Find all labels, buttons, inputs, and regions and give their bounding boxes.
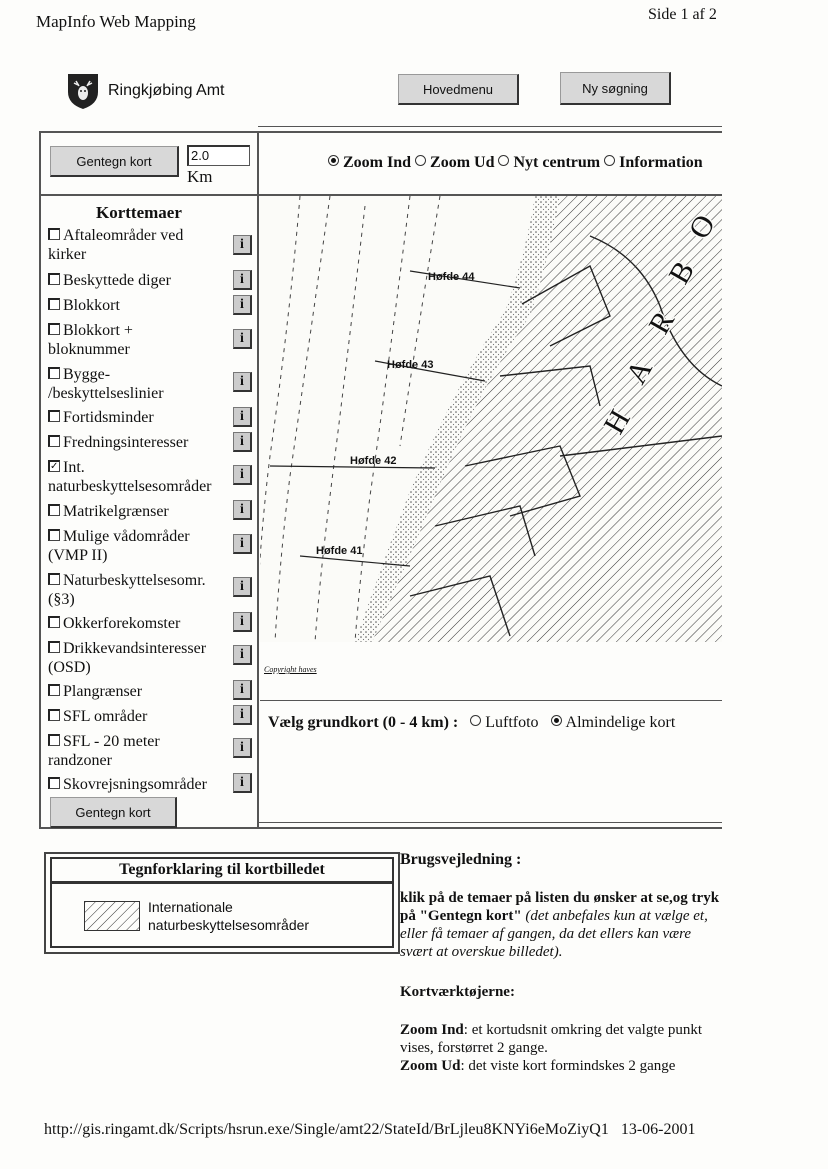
help-zoom-out-term: Zoom Ud: [400, 1058, 461, 1074]
frame-map-bottom-line: [260, 700, 722, 701]
help-instructions: [400, 889, 722, 961]
info-icon[interactable]: i: [233, 465, 252, 485]
map-tool-selector: [328, 154, 722, 172]
map-area-letter: A: [619, 354, 659, 390]
basemap-option-photo-label: Luftfoto: [485, 714, 539, 731]
help-zoom-out-desc: : det viste kort formindskes 2 gange: [460, 1058, 676, 1074]
legend-text-1: Internationale: [148, 899, 233, 915]
help-title: Brugsvejledning :: [400, 851, 522, 868]
theme-label: Matrikelgrænser: [63, 503, 169, 520]
theme-item[interactable]: [48, 639, 258, 677]
legend-text-2: naturbeskyttelsesområder: [148, 917, 310, 933]
legend-text: [148, 898, 309, 934]
app-title: MapInfo Web Mapping: [36, 12, 196, 31]
basemap-option-photo[interactable]: [470, 714, 538, 731]
theme-label: Naturbeskyttelsesomr.: [63, 572, 206, 589]
frame-left-line: [39, 131, 41, 829]
theme-label-cont: (OSD): [48, 659, 91, 676]
frame-bottom-line-2: [258, 822, 722, 823]
theme-item[interactable]: [48, 614, 258, 633]
theme-label-cont: naturbeskyttelsesområder: [48, 478, 212, 495]
tool-information[interactable]: [604, 154, 703, 171]
info-icon[interactable]: i: [233, 270, 252, 290]
brand-name: Ringkjøbing Amt: [108, 82, 225, 99]
tool-zoom-out[interactable]: [415, 154, 494, 171]
checkbox[interactable]: [48, 367, 60, 379]
theme-label: SFL områder: [63, 708, 148, 725]
theme-heading: Korttemaer: [96, 203, 182, 222]
theme-item[interactable]: [48, 458, 258, 496]
theme-label: Blokkort +: [63, 322, 133, 339]
map-area-letter: O: [682, 209, 722, 245]
map-label: Høfde 41: [316, 545, 363, 557]
theme-item[interactable]: [48, 321, 258, 359]
checkbox[interactable]: [48, 641, 60, 653]
checkbox[interactable]: [48, 734, 60, 746]
page-indicator: Side 1 af 2: [648, 6, 717, 23]
theme-label-cont: (§3): [48, 591, 75, 608]
radio-icon: [498, 155, 509, 166]
theme-label: Drikkevandsinteresser: [63, 640, 207, 657]
tool-new-center[interactable]: [498, 154, 600, 171]
info-icon[interactable]: i: [233, 738, 252, 758]
info-icon[interactable]: i: [233, 645, 252, 665]
theme-item[interactable]: [48, 527, 258, 565]
tools-title: Kortværktøjerne:: [400, 984, 515, 1000]
theme-item[interactable]: [48, 775, 258, 794]
theme-label-cont: /beskyttelseslinier: [48, 385, 164, 402]
help-zoom-out: [400, 1057, 722, 1075]
info-icon[interactable]: i: [233, 407, 252, 427]
theme-item[interactable]: [48, 502, 258, 521]
info-icon[interactable]: i: [233, 372, 252, 392]
basemap-label: Vælg grundkort (0 - 4 km) :: [268, 714, 459, 731]
help-zoom-in-desc: : et kortudsnit omkring det valgte punkt vises, forstørret 2 gange.: [400, 1022, 703, 1056]
footer-url-line: [44, 1121, 696, 1139]
info-icon[interactable]: i: [233, 295, 252, 315]
theme-item[interactable]: [48, 226, 258, 264]
hatch-swatch-icon: [84, 901, 140, 931]
theme-label: Mulige vådområder: [63, 528, 190, 545]
map-label: Høfde 43: [387, 359, 434, 371]
radio-icon: [604, 155, 615, 166]
scale-unit-label: Km: [187, 167, 213, 186]
checkbox[interactable]: [48, 504, 60, 516]
legend-title: Tegnforklaring til kortbilledet: [50, 857, 394, 883]
legend-item: [50, 882, 394, 948]
theme-label: Bygge-: [63, 366, 111, 383]
checkbox[interactable]: [48, 228, 60, 240]
help-zoom-in-term: Zoom Ind: [400, 1022, 464, 1038]
info-icon[interactable]: i: [233, 773, 252, 793]
theme-label: Blokkort: [63, 297, 120, 314]
info-icon[interactable]: i: [233, 329, 252, 349]
radio-icon: [328, 155, 339, 166]
info-icon[interactable]: i: [233, 432, 252, 452]
basemap-selector: [268, 714, 675, 732]
map-area-letter: H: [597, 404, 637, 440]
info-icon[interactable]: i: [233, 577, 252, 597]
checkbox[interactable]: [48, 435, 60, 447]
checkbox[interactable]: [48, 529, 60, 541]
theme-label: Okkerforekomster: [63, 615, 181, 632]
theme-label-cont: bloknummer: [48, 341, 130, 358]
checkbox[interactable]: [48, 777, 60, 789]
tool-zoom-in-label: Zoom Ind: [343, 154, 412, 171]
theme-label-cont: (VMP II): [48, 547, 108, 564]
theme-item[interactable]: [48, 732, 258, 770]
theme-item[interactable]: [48, 408, 258, 427]
checkbox-checked[interactable]: [48, 460, 60, 472]
radio-icon: [551, 715, 562, 726]
print-date: 13-06-2001: [620, 1121, 696, 1138]
theme-item[interactable]: [48, 296, 258, 315]
theme-label: Int.: [63, 459, 85, 476]
checkbox[interactable]: [48, 709, 60, 721]
checkbox[interactable]: [48, 684, 60, 696]
checkbox[interactable]: [48, 616, 60, 628]
map-area-letter: R: [642, 305, 682, 340]
redraw-map-button-bottom[interactable]: Gentegn kort: [50, 797, 177, 828]
theme-label: SFL - 20 meter: [63, 733, 160, 750]
theme-item[interactable]: [48, 433, 258, 452]
help-instr-bold: klik på de temaer på listen du ønsker at se,og tryk på "Gentegn kort": [400, 890, 720, 924]
help-zoom-in: [400, 1021, 722, 1057]
legend-box: [44, 852, 400, 954]
redraw-map-button-top[interactable]: Gentegn kort: [50, 146, 179, 177]
theme-label: Aftaleområder ved: [63, 227, 184, 244]
theme-label-cont: randzoner: [48, 752, 112, 769]
info-icon[interactable]: i: [233, 680, 252, 700]
info-icon[interactable]: i: [233, 500, 252, 520]
help-instr-italic: (det anbefales kun at vælge et, eller få temaer af gangen, da det ellers kan være svært at overskue billedet).: [400, 908, 708, 960]
theme-label-cont: kirker: [48, 246, 87, 263]
info-icon[interactable]: i: [233, 705, 252, 725]
theme-item[interactable]: [48, 365, 258, 403]
theme-label: Fredningsinteresser: [63, 434, 189, 451]
theme-label: Skovrejsningsområder: [63, 776, 207, 793]
radio-icon: [415, 155, 426, 166]
map-label: Høfde 44: [428, 271, 475, 283]
copyright-link[interactable]: Copyright haves: [264, 665, 317, 674]
help-panel: [400, 851, 722, 1075]
frame-top-line: [40, 131, 722, 133]
page-url: http://gis.ringamt.dk/Scripts/hsrun.exe/Single/amt22/StateId/BrLjleu8KNYi6eMoZiyQ1: [44, 1121, 609, 1138]
checkbox[interactable]: [48, 273, 60, 285]
info-icon[interactable]: i: [233, 612, 252, 632]
frame-top-line-2: [258, 126, 722, 127]
brand[interactable]: [66, 72, 225, 110]
info-icon[interactable]: i: [233, 534, 252, 554]
tool-zoom-in[interactable]: [328, 154, 411, 171]
main-menu-button[interactable]: Hovedmenu: [398, 74, 519, 105]
tool-information-label: Information: [619, 154, 703, 171]
checkbox[interactable]: [48, 323, 60, 335]
theme-label: Plangrænser: [63, 683, 143, 700]
deer-shield-icon: [66, 72, 100, 110]
theme-item[interactable]: [48, 682, 258, 701]
tool-zoom-out-label: Zoom Ud: [430, 154, 495, 171]
checkbox[interactable]: [48, 410, 60, 422]
theme-item[interactable]: [48, 707, 258, 726]
new-search-button[interactable]: Ny søgning: [560, 72, 671, 105]
theme-label: Fortidsminder: [63, 409, 154, 426]
radio-icon: [470, 715, 481, 726]
scale-input[interactable]: 2.0: [187, 145, 250, 166]
map-label: Høfde 42: [350, 455, 397, 467]
basemap-option-standard-label: Almindelige kort: [565, 714, 676, 731]
checkbox[interactable]: [48, 298, 60, 310]
info-icon[interactable]: i: [233, 235, 252, 255]
theme-item[interactable]: [48, 271, 258, 290]
theme-label: Beskyttede diger: [63, 272, 171, 289]
theme-item[interactable]: [48, 571, 258, 609]
map-view[interactable]: [260, 196, 722, 642]
map-area-letter: B: [662, 255, 702, 290]
basemap-option-standard[interactable]: [551, 714, 676, 731]
tool-new-center-label: Nyt centrum: [513, 154, 601, 171]
checkbox[interactable]: [48, 573, 60, 585]
map-canvas: [260, 196, 722, 642]
